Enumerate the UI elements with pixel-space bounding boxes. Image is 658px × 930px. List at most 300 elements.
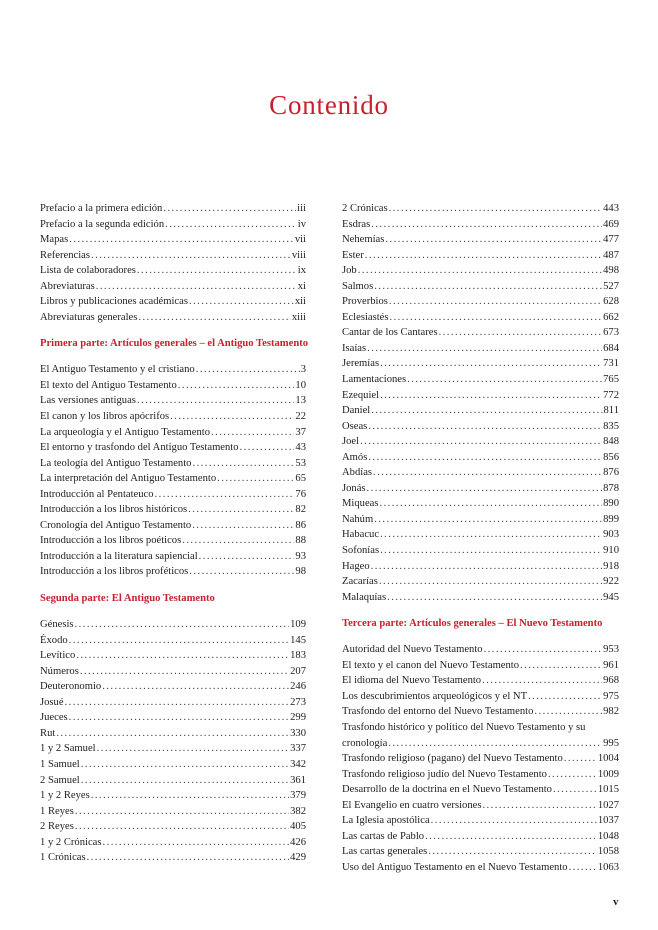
toc-entry-page: vii — [294, 234, 306, 246]
toc-entry-title: Desarrollo de la doctrina en el Nuevo Testamento — [342, 784, 552, 796]
toc-entry-title: La interpretación del Antiguo Testamento — [40, 473, 217, 485]
toc-entry[interactable] — [40, 564, 306, 580]
dot-leader — [569, 860, 597, 876]
section-heading: Segunda parte: El Antiguo Testamento — [40, 593, 215, 605]
toc-entry-title: El idioma del Nuevo Testamento — [342, 675, 482, 687]
dot-leader — [91, 788, 289, 804]
toc-entry-page: 731 — [603, 358, 619, 370]
toc-entry-title: Las cartas generales — [342, 846, 428, 858]
toc-entry[interactable] — [342, 829, 619, 845]
toc-entry[interactable] — [40, 263, 306, 279]
dot-leader — [178, 378, 295, 394]
toc-entry-page: 899 — [603, 513, 619, 525]
toc-entry-page: 469 — [603, 218, 619, 230]
toc-entry-title: Éxodo — [40, 634, 68, 646]
toc-entry-title: 2 Reyes — [40, 821, 74, 833]
toc-entry-title: Levítico — [40, 650, 76, 662]
toc-entry[interactable] — [342, 465, 619, 481]
toc-entry-page: 299 — [290, 712, 306, 724]
toc-entry[interactable] — [342, 813, 619, 829]
toc-entry[interactable] — [40, 850, 306, 866]
dot-leader — [91, 248, 291, 264]
toc-entry[interactable] — [40, 502, 306, 518]
toc-entry-page: viii — [291, 249, 306, 261]
toc-entry-title-continued: cronología — [342, 737, 388, 749]
toc-entry[interactable] — [342, 704, 619, 720]
toc-entry-page: 903 — [603, 529, 619, 541]
toc-entry-title: Eclesiastés — [342, 311, 389, 323]
dot-leader — [137, 393, 294, 409]
toc-entry-page: 1048 — [597, 830, 619, 842]
toc-entry-page: 93 — [295, 550, 306, 562]
dot-leader — [371, 559, 602, 575]
toc-entry[interactable] — [342, 450, 619, 466]
toc-entry-title: Job — [342, 265, 357, 277]
toc-entry-title: Uso del Antiguo Testamento en el Nuevo Testamento — [342, 861, 568, 873]
toc-entry[interactable] — [40, 633, 306, 649]
toc-entry-page: 890 — [603, 498, 619, 510]
dot-leader — [548, 767, 597, 783]
toc-entry-title: 1 y 2 Samuel — [40, 743, 96, 755]
toc-entry[interactable] — [40, 471, 306, 487]
dot-leader — [374, 512, 602, 528]
toc-entry-title: Jueces — [40, 712, 68, 724]
toc-entry-title: Introducción a los libros históricos — [40, 504, 188, 516]
dot-leader — [69, 710, 289, 726]
toc-entry-title: Josué — [40, 696, 64, 708]
toc-entry[interactable] — [342, 559, 619, 575]
toc-entry-page: 361 — [290, 774, 306, 786]
toc-entry-page: 37 — [295, 426, 306, 438]
toc-entry-page: 43 — [295, 442, 306, 454]
toc-entry[interactable] — [342, 325, 619, 341]
toc-entry[interactable] — [342, 434, 619, 450]
dot-leader — [389, 201, 603, 217]
toc-entry-page: 527 — [603, 280, 619, 292]
dot-leader — [69, 633, 289, 649]
toc-entry-page: 53 — [295, 457, 306, 469]
toc-entry-page: 945 — [603, 591, 619, 603]
dot-leader — [407, 372, 602, 388]
toc-entry-page: 856 — [603, 451, 619, 463]
toc-entry-page: 330 — [290, 727, 306, 739]
toc-entry-page: xi — [297, 280, 306, 292]
toc-entry-title: Introducción a los libros poéticos — [40, 535, 182, 547]
toc-entry-title: La teología del Antiguo Testamento — [40, 457, 192, 469]
toc-entry[interactable] — [342, 419, 619, 435]
toc-entry-title: Las versiones antiguas — [40, 395, 136, 407]
toc-entry-page: 1004 — [597, 753, 619, 765]
toc-entry-page: 82 — [295, 504, 306, 516]
toc-entry[interactable] — [40, 710, 306, 726]
toc-entry-title: Nahúm — [342, 513, 374, 525]
toc-entry-page: 878 — [603, 482, 619, 494]
toc-entry-page: 382 — [290, 805, 306, 817]
toc-entry-page: 207 — [290, 665, 306, 677]
toc-entry-title: Habacuc — [342, 529, 380, 541]
toc-entry[interactable] — [40, 279, 306, 295]
dot-leader — [192, 518, 294, 534]
dot-leader — [182, 533, 294, 549]
toc-entry-title: El texto del Antiguo Testamento — [40, 379, 177, 391]
toc-entry[interactable] — [342, 782, 619, 798]
toc-entry[interactable] — [342, 574, 619, 590]
toc-entry-page: 337 — [290, 743, 306, 755]
toc-entry[interactable] — [40, 248, 306, 264]
dot-leader — [81, 773, 289, 789]
toc-entry[interactable] — [40, 788, 306, 804]
toc-entry[interactable] — [40, 201, 306, 217]
toc-entry[interactable] — [342, 388, 619, 404]
toc-entry-page: iii — [297, 203, 306, 214]
toc-entry-page: 910 — [603, 545, 619, 557]
toc-entry[interactable] — [40, 695, 306, 711]
toc-entry-page: 98 — [295, 566, 306, 578]
toc-entry-title: Libros y publicaciones académicas — [40, 296, 188, 308]
toc-entry-title: La Iglesia apostólica — [342, 815, 430, 827]
toc-entry[interactable] — [40, 533, 306, 549]
dot-leader — [199, 549, 295, 565]
toc-entry-title: Joel — [342, 436, 360, 448]
toc-entry[interactable] — [342, 481, 619, 497]
toc-entry[interactable] — [40, 409, 306, 425]
toc-entry[interactable] — [342, 341, 619, 357]
toc-entry[interactable] — [40, 549, 306, 565]
toc-entry[interactable] — [40, 362, 306, 378]
toc-entry[interactable] — [40, 456, 306, 472]
toc-entry[interactable] — [40, 648, 306, 664]
dot-leader — [380, 527, 602, 543]
toc-entry[interactable] — [342, 496, 619, 512]
toc-entry[interactable] — [342, 689, 619, 705]
toc-entry-title: Cantar de los Cantares — [342, 327, 438, 339]
toc-entry-page: 342 — [290, 758, 306, 770]
toc-entry-title: Rut — [40, 727, 56, 739]
toc-entry-page: 109 — [290, 619, 306, 631]
dot-leader — [365, 248, 602, 264]
toc-entry-title: Isaías — [342, 342, 367, 354]
dot-leader — [211, 425, 294, 441]
toc-entry[interactable] — [342, 642, 619, 658]
dot-leader — [385, 232, 602, 248]
toc-entry[interactable] — [40, 393, 306, 409]
toc-entry-title: Ester — [342, 249, 364, 261]
dot-leader — [388, 736, 602, 752]
toc-entry[interactable] — [342, 356, 619, 372]
dot-leader — [379, 574, 602, 590]
toc-entry-title: Génesis — [40, 619, 74, 631]
toc-entry[interactable] — [342, 217, 619, 233]
toc-entry-page: ix — [297, 265, 306, 277]
toc-entry-title: Trasfondo histórico y político del Nuevo Testamento y su — [342, 721, 586, 733]
dot-leader — [528, 689, 602, 705]
toc-entry[interactable] — [40, 487, 306, 503]
toc-entry-title: Introducción a la literatura sapiencial — [40, 550, 198, 562]
toc-entry[interactable] — [40, 741, 306, 757]
toc-entry-page: 88 — [295, 535, 306, 547]
dot-leader — [189, 294, 294, 310]
toc-entry-title: Prefacio a la primera edición — [40, 203, 163, 214]
toc-entry[interactable] — [40, 440, 306, 456]
toc-entry[interactable] — [342, 673, 619, 689]
dot-leader — [374, 279, 602, 295]
dot-leader — [482, 798, 596, 814]
toc-entry-page: 443 — [603, 203, 619, 214]
dot-leader — [65, 695, 290, 711]
toc-entry-title: 1 Samuel — [40, 758, 80, 770]
dot-leader — [368, 419, 602, 435]
toc-entry-title: Ezequiel — [342, 389, 380, 401]
dot-leader — [534, 704, 602, 720]
toc-entry-page: 10 — [295, 379, 306, 391]
toc-entry-title: El entorno y trasfondo del Antiguo Testamento — [40, 442, 239, 454]
toc-entry[interactable] — [342, 590, 619, 606]
toc-entry-title: Introducción a los libros proféticos — [40, 566, 189, 578]
toc-entry[interactable] — [342, 279, 619, 295]
toc-entry-page: 968 — [603, 675, 619, 687]
dot-leader — [170, 409, 294, 425]
toc-entry-page: 76 — [295, 488, 306, 500]
toc-entry-page: 13 — [295, 395, 306, 407]
toc-entry[interactable] — [342, 294, 619, 310]
toc-entry-page: 995 — [603, 737, 619, 749]
toc-entry-title: Prefacio a la segunda edición — [40, 218, 165, 230]
dot-leader — [81, 757, 289, 773]
dot-leader — [75, 804, 289, 820]
toc-entry[interactable] — [342, 751, 619, 767]
toc-entry-page: 922 — [603, 576, 619, 588]
toc-entry-title: Proverbios — [342, 296, 388, 308]
toc-entry-title: 2 Samuel — [40, 774, 80, 786]
toc-entry[interactable] — [40, 518, 306, 534]
toc-entry-page: 1037 — [597, 815, 619, 827]
toc-entry-page: 379 — [290, 790, 306, 802]
toc-right-column — [342, 201, 619, 875]
dot-leader — [102, 679, 289, 695]
dot-leader — [371, 403, 602, 419]
dot-leader — [76, 648, 289, 664]
dot-leader — [373, 465, 602, 481]
dot-leader — [75, 819, 289, 835]
toc-entry-page: 429 — [290, 852, 306, 864]
toc-entry-title: Números — [40, 665, 79, 677]
toc-entry[interactable] — [40, 773, 306, 789]
toc-entry[interactable] — [342, 372, 619, 388]
toc-entry[interactable] — [40, 664, 306, 680]
dot-leader — [425, 829, 597, 845]
toc-entry[interactable] — [40, 835, 306, 851]
toc-entry-title: 2 Crónicas — [342, 203, 388, 214]
page-number: v — [613, 896, 619, 908]
dot-leader — [155, 487, 295, 503]
toc-entry-title: Oseas — [342, 420, 368, 432]
dot-leader — [138, 310, 291, 326]
toc-entry[interactable] — [40, 726, 306, 742]
dot-leader — [380, 543, 602, 559]
dot-leader — [564, 751, 597, 767]
toc-entry-title: Los descubrimientos arqueológicos y el NT — [342, 690, 528, 702]
dot-leader — [75, 617, 290, 633]
toc-entry-page: 953 — [603, 644, 619, 656]
toc-entry[interactable] — [40, 294, 306, 310]
section-heading: Tercera parte: Artículos generales – El Nuevo Testamento — [342, 618, 603, 630]
toc-entry-page: 765 — [603, 374, 619, 386]
toc-entry-title: Sofonías — [342, 545, 380, 557]
toc-entry-page: 498 — [603, 265, 619, 277]
toc-entry[interactable] — [40, 617, 306, 633]
dot-leader — [439, 325, 603, 341]
toc-entry[interactable] — [342, 248, 619, 264]
toc-entry-title: Autoridad del Nuevo Testamento — [342, 644, 483, 656]
toc-entry-page: 662 — [603, 311, 619, 323]
toc-entry[interactable] — [342, 527, 619, 543]
toc-entry-page: xii — [294, 296, 306, 308]
dot-leader — [553, 782, 597, 798]
toc-entry-title: El canon y los libros apócrifos — [40, 411, 170, 423]
toc-entry[interactable] — [342, 263, 619, 279]
toc-entry-page: 975 — [603, 690, 619, 702]
dot-leader — [389, 310, 602, 326]
toc-entry-title: 1 Reyes — [40, 805, 74, 817]
dot-leader — [80, 664, 289, 680]
dot-leader — [163, 201, 296, 217]
toc-entry[interactable] — [40, 804, 306, 820]
toc-entry-title: El Antiguo Testamento y el cristiano — [40, 364, 195, 376]
toc-entry-title: Zacarías — [342, 576, 378, 588]
toc-entry-title: Cronología del Antiguo Testamento — [40, 519, 192, 531]
toc-entry-page: 835 — [603, 420, 619, 432]
toc-entry[interactable] — [342, 658, 619, 674]
toc-entry[interactable] — [342, 403, 619, 419]
toc-entry-page: 273 — [290, 696, 306, 708]
toc-entry-page: 772 — [603, 389, 619, 401]
toc-entry[interactable] — [40, 819, 306, 835]
toc-entry-title: Lista de colaboradores — [40, 265, 136, 277]
dot-leader — [482, 673, 602, 689]
toc-entry-title: Amós — [342, 451, 368, 463]
dot-leader — [69, 232, 294, 248]
dot-leader — [358, 263, 602, 279]
toc-entry-title: 1 Crónicas — [40, 852, 86, 864]
toc-entry-page: 3 — [300, 364, 306, 376]
toc-entry-title: Referencias — [40, 249, 90, 261]
dot-leader — [371, 217, 602, 233]
toc-entry-page: 65 — [295, 473, 306, 485]
toc-entry-page: 246 — [290, 681, 306, 693]
toc-entry[interactable] — [40, 310, 306, 326]
dot-leader — [484, 642, 603, 658]
toc-entry-title: Nehemías — [342, 234, 385, 246]
toc-entry-page: 183 — [290, 650, 306, 662]
dot-leader — [431, 813, 597, 829]
dot-leader — [192, 456, 294, 472]
toc-entry-title: 1 y 2 Crónicas — [40, 836, 102, 848]
toc-entry-title: Abdías — [342, 467, 373, 479]
toc-entry[interactable] — [342, 310, 619, 326]
toc-entry[interactable] — [342, 512, 619, 528]
toc-entry[interactable] — [342, 798, 619, 814]
dot-leader — [360, 434, 602, 450]
dot-leader — [217, 471, 294, 487]
dot-leader — [97, 741, 289, 757]
toc-entry-page: 1063 — [597, 861, 619, 873]
dot-leader — [387, 590, 602, 606]
toc-entry-title: Introducción al Pentateuco — [40, 488, 154, 500]
dot-leader — [368, 450, 602, 466]
section-heading: Primera parte: Artículos generales – el Antiguo Testamento — [40, 338, 309, 350]
toc-entry-title: Lamentaciones — [342, 374, 407, 386]
toc-entry[interactable] — [40, 217, 306, 233]
toc-entry-title: Jonás — [342, 482, 366, 494]
dot-leader — [520, 658, 602, 674]
toc-entry[interactable] — [342, 232, 619, 248]
toc-entry[interactable] — [40, 232, 306, 248]
toc-entry-title: Jeremías — [342, 358, 380, 370]
toc-entry-title: Trasfondo del entorno del Nuevo Testamento — [342, 706, 534, 718]
dot-leader — [367, 341, 602, 357]
toc-entry-title: Daniel — [342, 405, 371, 417]
toc-entry[interactable] — [342, 201, 619, 217]
dot-leader — [240, 440, 295, 456]
toc-entry-title: La arqueología y el Antiguo Testamento — [40, 426, 210, 438]
toc-entry[interactable] — [40, 679, 306, 695]
toc-entry-page: 1015 — [597, 784, 619, 796]
toc-entry[interactable] — [40, 378, 306, 394]
toc-entry-title: Malaquías — [342, 591, 387, 603]
toc-entry-title: Esdras — [342, 218, 371, 230]
dot-leader — [87, 850, 290, 866]
toc-entry-title: Mapas — [40, 234, 69, 246]
toc-entry-page: 982 — [603, 706, 619, 718]
dot-leader — [188, 502, 294, 518]
toc-entry[interactable] — [40, 425, 306, 441]
toc-entry-page: 961 — [603, 659, 619, 671]
toc-entry-page: 811 — [603, 405, 619, 417]
toc-entry[interactable] — [342, 767, 619, 783]
toc-entry-title: Trasfondo religioso judío del Nuevo Testamento — [342, 768, 547, 780]
dot-leader — [367, 481, 603, 497]
toc-entry[interactable] — [342, 860, 619, 876]
toc-entry-title: 1 y 2 Reyes — [40, 790, 90, 802]
toc-entry-page: 86 — [295, 519, 306, 531]
toc-entry-title: Abreviaturas — [40, 280, 95, 292]
toc-entry-page: iv — [297, 218, 306, 230]
dot-leader — [165, 217, 297, 233]
toc-entry[interactable] — [342, 720, 619, 751]
dot-leader — [103, 835, 290, 851]
toc-entry-page: xiii — [291, 311, 306, 323]
toc-entry-page: 487 — [603, 249, 619, 261]
dot-leader — [379, 496, 602, 512]
toc-entry-page: 145 — [290, 634, 306, 646]
toc-entry-title: Deuteronomio — [40, 681, 102, 693]
dot-leader — [196, 362, 300, 378]
toc-entry-page: 426 — [290, 836, 306, 848]
toc-entry-title: Hageo — [342, 560, 370, 572]
toc-entry[interactable] — [40, 757, 306, 773]
toc-entry-title: Las cartas de Pablo — [342, 830, 425, 842]
dot-leader — [56, 726, 289, 742]
page-title: Contenido — [269, 90, 389, 120]
toc-entry-title: Trasfondo religioso (pagano) del Nuevo Testamento — [342, 753, 563, 765]
toc-entry[interactable] — [342, 543, 619, 559]
toc-entry[interactable] — [342, 844, 619, 860]
toc-left-column — [40, 201, 309, 866]
toc-entry-page: 684 — [603, 342, 619, 354]
toc-entry-title: Miqueas — [342, 498, 379, 510]
dot-leader — [96, 279, 297, 295]
toc-entry-page: 848 — [603, 436, 619, 448]
